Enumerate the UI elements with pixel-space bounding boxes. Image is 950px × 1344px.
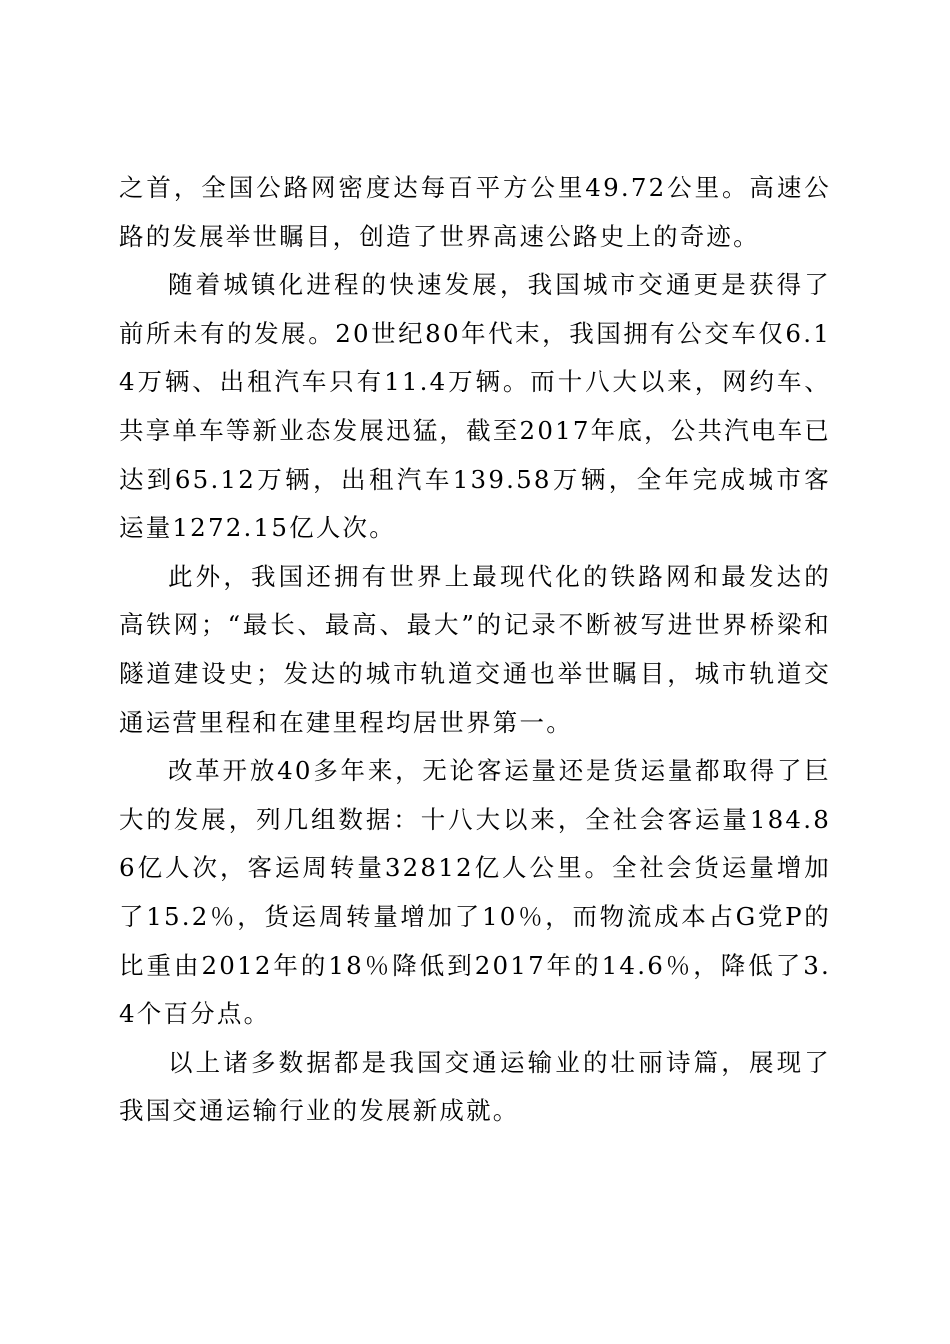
paragraph-2: 随着城镇化进程的快速发展，我国城市交通更是获得了前所未有的发展。20世纪80年代末，我国拥有公交车仅6.14万辆、出租汽车只有11.4万辆。而十八大以来，网约车、共享单车等新业态发展迅猛，截至2017年底，公共汽电车已达到65.12万辆，出租汽车139.58万辆，全年完成城市客运量1272.15亿人次。 (119, 270, 831, 543)
paragraph-3: 此外，我国还拥有世界上最现代化的铁路网和最发达的高铁网；“最长、最高、最大”的记录不断被写进世界桥梁和隧道建设史；发达的城市轨道交通也举世瞩目，城市轨道交通运营里程和在建里程均居世界第一。 (119, 561, 831, 737)
paragraph-5: 以上诸多数据都是我国交通运输业的壮丽诗篇，展现了我国交通运输行业的发展新成就。 (119, 1047, 831, 1126)
document-page (119, 164, 831, 1136)
paragraph-4: 改革开放40多年来，无论客运量还是货运量都取得了巨大的发展，列几组数据：十八大以来，全社会客运量184.86亿人次，客运周转量32812亿人公里。全社会货运量增加了15.2％，货运周转量增加了10％，而物流成本占G党P的比重由2012年的18％降低到2017年的14.6％，降低了3.4个百分点。 (119, 756, 831, 1029)
paragraph-1: 之首，全国公路网密度达每百平方公里49.72公里。高速公路的发展举世瞩目，创造了世界高速公路史上的奇迹。 (119, 173, 831, 251)
